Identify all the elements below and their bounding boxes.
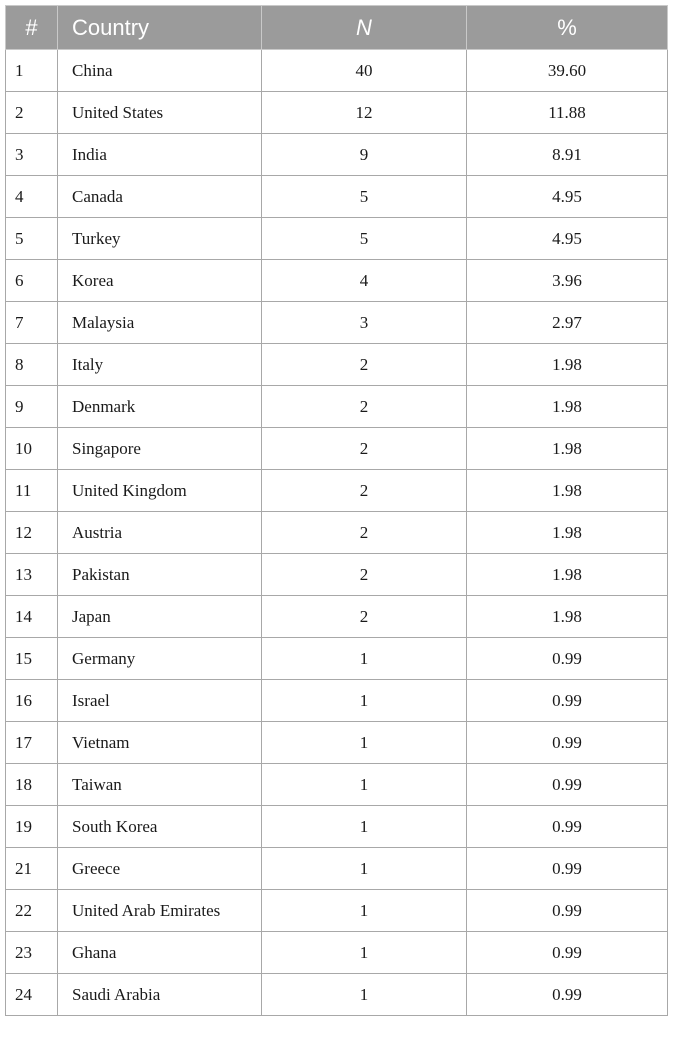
header-rank: # <box>6 6 58 50</box>
country-cell: Germany <box>58 638 262 680</box>
percent-cell: 0.99 <box>467 806 668 848</box>
table-body <box>6 50 668 1016</box>
percent-cell: 1.98 <box>467 344 668 386</box>
rank-cell: 3 <box>6 134 58 176</box>
rank-cell: 18 <box>6 764 58 806</box>
country-cell: Austria <box>58 512 262 554</box>
rank-cell: 9 <box>6 386 58 428</box>
rank-cell: 14 <box>6 596 58 638</box>
count-cell: 1 <box>262 932 467 974</box>
table-row <box>6 134 668 176</box>
country-cell: Pakistan <box>58 554 262 596</box>
percent-cell: 1.98 <box>467 470 668 512</box>
percent-cell: 0.99 <box>467 932 668 974</box>
percent-cell: 0.99 <box>467 974 668 1016</box>
country-cell: United States <box>58 92 262 134</box>
table-row <box>6 470 668 512</box>
rank-cell: 12 <box>6 512 58 554</box>
country-cell: South Korea <box>58 806 262 848</box>
country-cell: Vietnam <box>58 722 262 764</box>
count-cell: 40 <box>262 50 467 92</box>
percent-cell: 1.98 <box>467 428 668 470</box>
count-cell: 12 <box>262 92 467 134</box>
country-cell: Ghana <box>58 932 262 974</box>
country-cell: Taiwan <box>58 764 262 806</box>
country-cell: Malaysia <box>58 302 262 344</box>
country-cell: Greece <box>58 848 262 890</box>
count-cell: 9 <box>262 134 467 176</box>
count-cell: 2 <box>262 344 467 386</box>
country-cell: Denmark <box>58 386 262 428</box>
country-cell: Israel <box>58 680 262 722</box>
country-cell: Korea <box>58 260 262 302</box>
rank-cell: 2 <box>6 92 58 134</box>
percent-cell: 4.95 <box>467 218 668 260</box>
rank-cell: 22 <box>6 890 58 932</box>
count-cell: 2 <box>262 386 467 428</box>
rank-cell: 23 <box>6 932 58 974</box>
percent-cell: 4.95 <box>467 176 668 218</box>
header-percent: % <box>467 6 668 50</box>
rank-cell: 17 <box>6 722 58 764</box>
count-cell: 1 <box>262 764 467 806</box>
count-cell: 1 <box>262 890 467 932</box>
count-cell: 1 <box>262 680 467 722</box>
table-header <box>6 6 668 50</box>
count-cell: 2 <box>262 554 467 596</box>
table-row <box>6 302 668 344</box>
rank-cell: 24 <box>6 974 58 1016</box>
country-cell: Italy <box>58 344 262 386</box>
count-cell: 2 <box>262 470 467 512</box>
country-table-container <box>5 5 667 1016</box>
rank-cell: 4 <box>6 176 58 218</box>
count-cell: 1 <box>262 848 467 890</box>
count-cell: 3 <box>262 302 467 344</box>
rank-cell: 8 <box>6 344 58 386</box>
table-row <box>6 344 668 386</box>
percent-cell: 0.99 <box>467 680 668 722</box>
percent-cell: 8.91 <box>467 134 668 176</box>
percent-cell: 1.98 <box>467 386 668 428</box>
table-row <box>6 512 668 554</box>
rank-cell: 10 <box>6 428 58 470</box>
percent-cell: 3.96 <box>467 260 668 302</box>
header-row <box>6 6 668 50</box>
table-row <box>6 764 668 806</box>
table-row <box>6 638 668 680</box>
country-cell: United Arab Emirates <box>58 890 262 932</box>
table-row <box>6 680 668 722</box>
rank-cell: 21 <box>6 848 58 890</box>
country-cell: China <box>58 50 262 92</box>
rank-cell: 11 <box>6 470 58 512</box>
percent-cell: 39.60 <box>467 50 668 92</box>
percent-cell: 11.88 <box>467 92 668 134</box>
rank-cell: 15 <box>6 638 58 680</box>
rank-cell: 19 <box>6 806 58 848</box>
count-cell: 1 <box>262 722 467 764</box>
country-cell: Japan <box>58 596 262 638</box>
table-row <box>6 596 668 638</box>
percent-cell: 0.99 <box>467 764 668 806</box>
rank-cell: 1 <box>6 50 58 92</box>
table-row <box>6 932 668 974</box>
country-cell: United Kingdom <box>58 470 262 512</box>
table-row <box>6 260 668 302</box>
percent-cell: 1.98 <box>467 596 668 638</box>
country-cell: Turkey <box>58 218 262 260</box>
rank-cell: 16 <box>6 680 58 722</box>
percent-cell: 0.99 <box>467 722 668 764</box>
header-count: N <box>262 6 467 50</box>
rank-cell: 13 <box>6 554 58 596</box>
rank-cell: 6 <box>6 260 58 302</box>
count-cell: 5 <box>262 176 467 218</box>
table-row <box>6 92 668 134</box>
rank-cell: 7 <box>6 302 58 344</box>
table-row <box>6 848 668 890</box>
rank-cell: 5 <box>6 218 58 260</box>
country-cell: Canada <box>58 176 262 218</box>
table-row <box>6 176 668 218</box>
count-cell: 1 <box>262 974 467 1016</box>
percent-cell: 0.99 <box>467 890 668 932</box>
count-cell: 2 <box>262 512 467 554</box>
count-cell: 2 <box>262 428 467 470</box>
country-table <box>5 5 668 1016</box>
country-cell: Singapore <box>58 428 262 470</box>
percent-cell: 1.98 <box>467 554 668 596</box>
country-cell: India <box>58 134 262 176</box>
count-cell: 2 <box>262 596 467 638</box>
table-row <box>6 50 668 92</box>
count-cell: 1 <box>262 806 467 848</box>
table-row <box>6 218 668 260</box>
table-row <box>6 890 668 932</box>
table-row <box>6 554 668 596</box>
count-cell: 4 <box>262 260 467 302</box>
table-row <box>6 428 668 470</box>
country-cell: Saudi Arabia <box>58 974 262 1016</box>
count-cell: 5 <box>262 218 467 260</box>
count-cell: 1 <box>262 638 467 680</box>
table-row <box>6 386 668 428</box>
table-row <box>6 974 668 1016</box>
table-row <box>6 806 668 848</box>
percent-cell: 0.99 <box>467 848 668 890</box>
header-country: Country <box>58 6 262 50</box>
percent-cell: 2.97 <box>467 302 668 344</box>
percent-cell: 0.99 <box>467 638 668 680</box>
table-row <box>6 722 668 764</box>
percent-cell: 1.98 <box>467 512 668 554</box>
